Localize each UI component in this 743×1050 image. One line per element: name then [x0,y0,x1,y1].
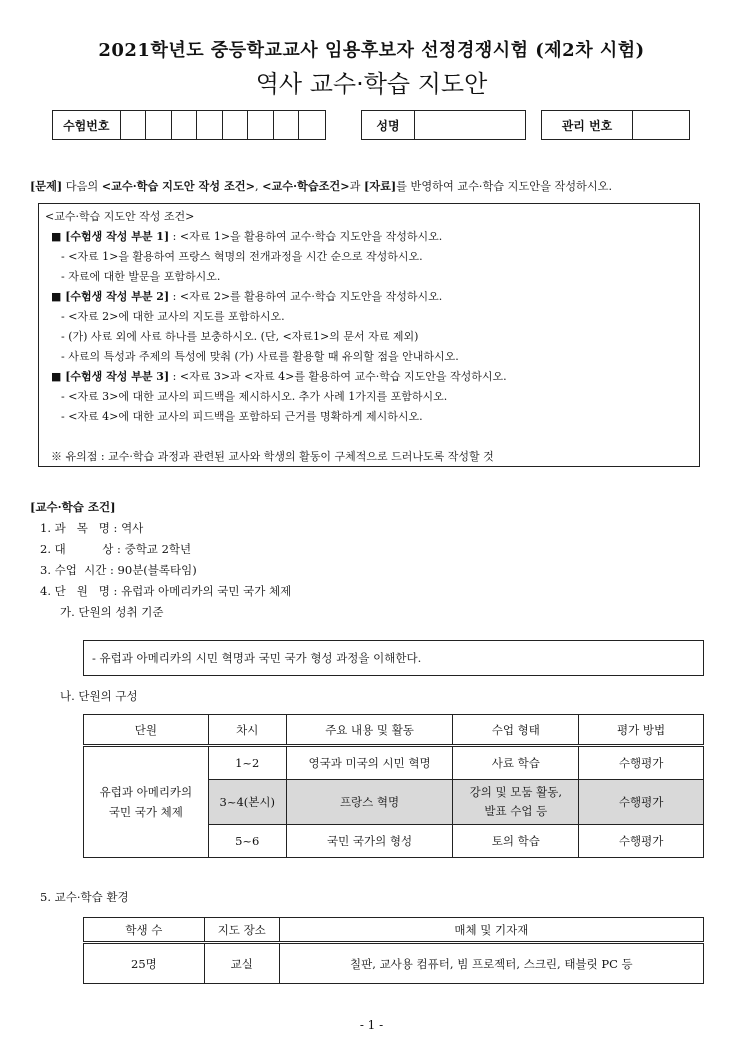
place-cell: 교실 [204,943,279,984]
column-header-unit: 단원 [84,715,209,746]
evaluation-cell: 수행평가 [579,746,704,780]
exam-number-digit-cell[interactable] [146,111,172,139]
table-row [84,746,704,780]
condition-time: 3. 수업 시간 : 90분(블록타임) [40,563,197,577]
form-line: 발표 수업 등 [484,804,548,818]
exam-number-digit-cell[interactable] [121,111,147,139]
condition-part-1 [45,227,693,247]
column-header-content: 주요 내용 및 활동 [286,715,453,746]
problem-data-ref: [자료] [363,179,397,193]
management-number-box [541,110,690,140]
problem-statement [30,178,720,194]
condition-item: - 자료에 대한 발문을 포함하시오. [61,270,221,283]
form-cell [453,780,579,825]
name-box [361,110,526,140]
session-cell: 1~2 [208,746,286,780]
column-header-media: 매체 및 기자재 [279,918,703,943]
exam-number-digit-cell[interactable] [223,111,249,139]
achievement-standard-text: - 유럽과 아메리카의 시민 혁명과 국민 국가 형성 과정을 이해한다. [92,651,422,665]
exam-number-digit-cell[interactable] [172,111,198,139]
exam-number-digit-cell[interactable] [274,111,300,139]
condition-part-text: : <자료 2>를 활용하여 교수·학습 지도안을 작성하시오. [169,290,443,303]
students-cell: 25명 [84,943,205,984]
form-cell: 토의 학습 [453,825,579,858]
environment-table [83,917,704,984]
document-title: 역사 교수·학습 지도안 [255,70,488,98]
condition-part-3 [45,367,693,387]
table-row [84,943,704,984]
exam-number-digit-cell[interactable] [299,111,325,139]
column-header-students: 학생 수 [84,918,205,943]
exam-number-digit-cell[interactable] [197,111,223,139]
condition-item: - <자료 2>에 대한 교사의 지도를 포함하시오. [61,310,285,323]
condition-unit: 4. 단 원 명 : 유럽과 아메리카의 국민 국가 체제 [40,584,292,598]
exam-title: 2021학년도 중등학교교사 임용후보자 선정경쟁시험 (제2차 시험) [98,40,645,61]
achievement-standard-heading: 가. 단원의 성취 기준 [60,605,164,619]
column-header-session: 차시 [208,715,286,746]
column-header-form: 수업 형태 [453,715,579,746]
exam-number-box [52,110,326,140]
name-input[interactable] [415,111,525,139]
unit-name-line: 국민 국가 체제 [108,805,183,819]
media-cell: 칠판, 교사용 컴퓨터, 빔 프로젝터, 스크린, 태블릿 PC 등 [279,943,703,984]
unit-name-line: 유럽과 아메리카의 [99,785,193,799]
session-cell: 3~4(본시) [208,780,286,825]
condition-item: - <자료 3>에 대한 교사의 피드백을 제시하시오. 추가 사례 1가지를 포함하시오. [61,390,448,403]
content-cell: 프랑스 혁명 [286,780,453,825]
unit-name-cell [84,746,209,858]
condition-subject: 1. 과 목 명 : 역사 [40,521,144,535]
condition-part-title: ■ [수험생 작성 부분 2] [51,290,170,303]
session-cell: 5~6 [208,825,286,858]
column-header-place: 지도 장소 [204,918,279,943]
condition-target: 2. 대 상 : 중학교 2학년 [40,542,192,556]
condition-item: - <자료 1>을 활용하여 프랑스 혁명의 전개과정을 시간 순으로 작성하시오. [61,250,423,263]
exam-number-digit-cell[interactable] [248,111,274,139]
management-number-input[interactable] [633,111,689,139]
management-number-label: 관리 번호 [542,111,633,139]
content-cell: 영국과 미국의 시민 혁명 [286,746,453,780]
writing-conditions-box [38,203,700,467]
condition-part-title: ■ [수험생 작성 부분 3] [51,370,170,383]
problem-learning-ref: <교수·학습조건> [262,179,350,193]
condition-note: ※ 유의점 : 교수·학습 과정과 관련된 교사와 학생의 활동이 구체적으로 드러나도록 작성할 것 [51,450,494,463]
problem-condition-ref: <교수·학습 지도안 작성 조건> [101,179,255,193]
condition-part-text: : <자료 1>을 활용하여 교수·학습 지도안을 작성하시오. [169,230,443,243]
problem-prefix: [문제] [30,179,63,193]
learning-conditions [30,497,720,623]
unit-structure-heading: 나. 단원의 구성 [60,689,138,703]
problem-text: 다음의 [62,180,102,193]
content-cell: 국민 국가의 형성 [286,825,453,858]
column-header-evaluation: 평가 방법 [579,715,704,746]
conditions-heading: <교수·학습 지도안 작성 조건> [45,210,195,223]
form-line: 강의 및 모둠 활동, [469,785,562,799]
condition-part-2 [45,287,693,307]
page-number: - 1 - [359,1018,384,1032]
evaluation-cell: 수행평가 [579,825,704,858]
condition-item: - 사료의 특성과 주제의 특성에 맞춰 (가) 사료를 활용할 때 유의할 점을 안내하시오. [61,350,459,363]
condition-item: - (가) 사료 외에 사료 하나를 보충하시오. (단, <자료1>의 문서 자료 제외) [61,330,419,343]
problem-text: , [254,180,263,193]
name-label: 성명 [362,111,415,139]
problem-text: 과 [349,180,364,193]
environment-heading: 5. 교수·학습 환경 [40,890,129,904]
condition-part-title: ■ [수험생 작성 부분 1] [51,230,170,243]
exam-number-label: 수험번호 [53,111,121,139]
condition-part-text: : <자료 3>과 <자료 4>를 활용하여 교수·학습 지도안을 작성하시오. [169,370,507,383]
evaluation-cell: 수행평가 [579,780,704,825]
form-cell: 사료 학습 [453,746,579,780]
problem-text: 를 반영하여 교수·학습 지도안을 작성하시오. [396,180,613,193]
achievement-standard-box [83,640,704,676]
condition-item: - <자료 4>에 대한 교사의 피드백을 포함하되 근거를 명확하게 제시하시오. [61,410,423,423]
learning-conditions-heading: [교수·학습 조건] [30,500,116,514]
unit-structure-table [83,714,704,858]
